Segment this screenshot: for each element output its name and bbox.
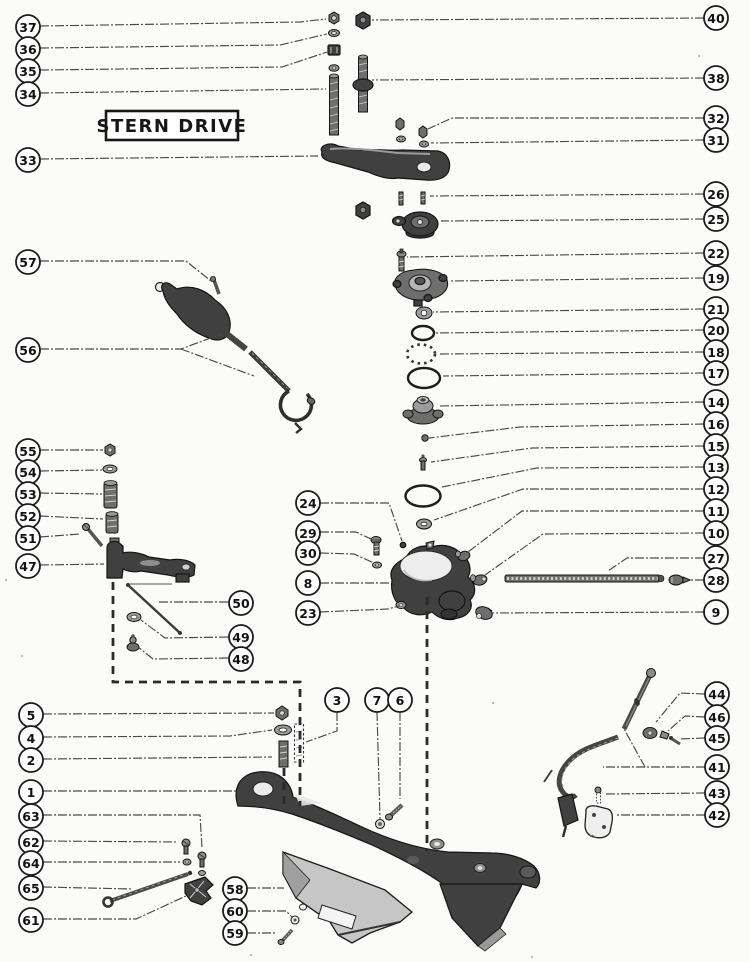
- callout-41: [705, 755, 729, 779]
- svg-text:30: 30: [299, 546, 317, 561]
- svg-text:56: 56: [19, 343, 37, 358]
- part-cover-plate-58: [283, 852, 412, 943]
- svg-text:36: 36: [19, 42, 37, 57]
- leader-line-34: [40, 89, 326, 93]
- part-cam-lever-25: [393, 212, 439, 238]
- part-oring-17: [408, 368, 440, 388]
- leader-line-41: [624, 729, 645, 767]
- part-washer-23: [396, 602, 406, 609]
- svg-text:1: 1: [26, 785, 36, 800]
- leader-line-27: [608, 558, 704, 571]
- callout-32: [704, 106, 728, 130]
- svg-text:4: 4: [26, 731, 36, 746]
- leader-line-5: [43, 713, 274, 714]
- part-link-rod-65: [104, 871, 193, 907]
- svg-text:18: 18: [707, 345, 725, 360]
- leader-line-32: [428, 118, 704, 129]
- svg-text:64: 64: [22, 856, 40, 871]
- svg-text:45: 45: [708, 731, 726, 746]
- svg-text:25: 25: [707, 212, 725, 227]
- part-bolt-29: [371, 537, 381, 556]
- part-washer-36: [329, 30, 340, 37]
- callout-22: [704, 241, 728, 265]
- callout-25: [704, 207, 728, 231]
- part-stud-3-ghost: [295, 724, 304, 762]
- svg-text:33: 33: [19, 153, 37, 168]
- svg-text:8: 8: [303, 576, 313, 591]
- svg-text:40: 40: [707, 11, 725, 26]
- leader-line-53: [40, 493, 102, 494]
- part-washer-64: [183, 859, 191, 865]
- part-washer-54: [103, 465, 117, 473]
- callout-60: [223, 899, 247, 923]
- leader-line-12: [434, 489, 704, 520]
- part-anchor-plate-42: [585, 806, 612, 838]
- part-screw-51: [83, 524, 103, 547]
- leader-line-16: [429, 424, 704, 438]
- part-nut-37: [329, 12, 339, 24]
- leader-line-65: [43, 887, 132, 889]
- callout-26: [704, 182, 728, 206]
- svg-text:17: 17: [707, 366, 725, 381]
- svg-text:11: 11: [707, 504, 725, 519]
- leader-line-23: [320, 606, 399, 612]
- callout-7: [365, 688, 389, 712]
- leader-line-60: [247, 911, 292, 917]
- callout-5: [19, 703, 43, 727]
- leader-line-25: [441, 219, 704, 221]
- callout-6: [388, 688, 412, 712]
- leader-line-37: [40, 19, 326, 26]
- svg-text:47: 47: [19, 559, 37, 574]
- svg-text:53: 53: [19, 487, 37, 502]
- page-title: STERN DRIVE: [96, 116, 248, 137]
- part-stud-34: [330, 74, 339, 135]
- svg-text:57: 57: [19, 255, 37, 270]
- svg-text:44: 44: [708, 687, 726, 702]
- svg-text:65: 65: [22, 881, 40, 896]
- callout-1: [19, 780, 43, 804]
- callout-49: [229, 625, 253, 649]
- leader-line-35: [40, 52, 327, 70]
- leader-line-52: [40, 516, 103, 519]
- callout-65: [19, 876, 43, 900]
- callout-44: [705, 682, 729, 706]
- svg-text:23: 23: [299, 606, 317, 621]
- leader-line-26: [430, 194, 704, 196]
- leader-line-17: [443, 373, 704, 376]
- svg-text:14: 14: [707, 395, 725, 410]
- callout-51: [16, 526, 40, 550]
- svg-text:48: 48: [232, 652, 250, 667]
- stern-drive-label: [97, 111, 248, 140]
- part-stud-38: [353, 55, 373, 112]
- svg-text:43: 43: [708, 786, 726, 801]
- part-anchor-bracket-47: [107, 538, 195, 582]
- part-washer-21: [416, 307, 432, 319]
- leader-line-49: [141, 620, 228, 638]
- svg-text:27: 27: [707, 551, 725, 566]
- callout-20: [704, 318, 728, 342]
- part-nut-center: [356, 202, 370, 219]
- part-screw-45: [669, 736, 680, 744]
- callout-13: [704, 455, 728, 479]
- part-pin-24: [400, 542, 406, 548]
- callout-9: [704, 600, 728, 624]
- callout-27: [704, 546, 728, 570]
- leader-line-18: [440, 352, 704, 354]
- leader-line-3: [306, 712, 337, 742]
- part-locknut-35: [328, 45, 340, 55]
- part-flange-plate-19: [393, 269, 448, 306]
- svg-text:38: 38: [707, 71, 725, 86]
- svg-text:35: 35: [19, 64, 37, 79]
- leader-line-29: [320, 532, 373, 540]
- svg-text:6: 6: [395, 693, 405, 708]
- leader-line-11: [468, 511, 704, 552]
- leader-line-21: [433, 309, 704, 312]
- svg-text:46: 46: [708, 710, 726, 725]
- svg-text:31: 31: [707, 133, 725, 148]
- leader-line-30: [320, 553, 374, 563]
- callout-19: [704, 266, 728, 290]
- callout-28: [704, 568, 728, 592]
- svg-text:10: 10: [707, 526, 725, 541]
- svg-text:24: 24: [299, 496, 317, 511]
- callout-57: [16, 250, 40, 274]
- leader-line-4: [43, 730, 272, 737]
- callout-56: [16, 338, 40, 362]
- callout-layer: [16, 6, 729, 945]
- part-pin-57: [210, 276, 219, 294]
- svg-text:49: 49: [232, 630, 250, 645]
- callout-31: [704, 128, 728, 152]
- leader-line-9: [491, 612, 704, 613]
- part-washer-12: [417, 519, 432, 529]
- svg-text:13: 13: [707, 460, 725, 475]
- svg-text:41: 41: [708, 760, 726, 775]
- callout-54: [16, 460, 40, 484]
- svg-text:22: 22: [707, 246, 725, 261]
- leader-line-62: [43, 841, 178, 842]
- part-screw-62: [182, 839, 190, 854]
- part-coupler-28: [669, 575, 690, 585]
- part-nut-44: [643, 728, 657, 739]
- callout-23: [296, 601, 320, 625]
- svg-text:63: 63: [22, 809, 40, 824]
- callout-37: [16, 15, 40, 39]
- leader-line-44: [656, 693, 705, 722]
- part-clamp-lever-33: [321, 144, 449, 180]
- leader-line-51: [40, 534, 80, 537]
- callout-34: [16, 82, 40, 106]
- leader-line-31: [431, 140, 704, 143]
- callout-4: [19, 726, 43, 750]
- callout-43: [705, 781, 729, 805]
- callout-45: [705, 726, 729, 750]
- svg-text:28: 28: [707, 573, 725, 588]
- part-retainer-ring-18: [407, 345, 435, 364]
- leader-line-10: [485, 533, 704, 575]
- svg-text:7: 7: [372, 693, 382, 708]
- parts-artwork: [5, 12, 700, 958]
- svg-text:34: 34: [19, 87, 37, 102]
- leader-line-15: [431, 446, 704, 462]
- callout-11: [704, 499, 728, 523]
- part-bushing-53: [104, 481, 117, 509]
- callout-38: [704, 66, 728, 90]
- part-pins-26: [399, 192, 425, 205]
- callout-17: [704, 361, 728, 385]
- svg-text:15: 15: [707, 439, 725, 454]
- svg-text:2: 2: [26, 753, 36, 768]
- part-nut-40: [356, 12, 370, 29]
- svg-text:29: 29: [299, 526, 317, 541]
- callout-16: [704, 412, 728, 436]
- svg-text:52: 52: [19, 509, 37, 524]
- part-washer-4: [275, 725, 292, 735]
- leader-line-57: [40, 261, 211, 281]
- svg-text:21: 21: [707, 302, 725, 317]
- svg-text:26: 26: [707, 187, 725, 202]
- leader-line-13: [442, 467, 704, 487]
- callout-59: [223, 921, 247, 945]
- part-stud-2: [279, 741, 288, 767]
- callout-33: [16, 148, 40, 172]
- part-screw-43: [595, 787, 601, 803]
- callout-42: [705, 803, 729, 827]
- callout-35: [16, 59, 40, 83]
- part-screw-15: [420, 454, 427, 470]
- svg-text:58: 58: [226, 882, 244, 897]
- part-link-rod-50: [126, 583, 182, 635]
- leader-line-43: [606, 793, 705, 794]
- callout-47: [16, 554, 40, 578]
- svg-text:32: 32: [707, 111, 725, 126]
- callout-12: [704, 477, 728, 501]
- svg-text:19: 19: [707, 271, 725, 286]
- leader-line-47: [40, 564, 104, 565]
- svg-text:37: 37: [19, 20, 37, 35]
- part-nuts-32: [396, 118, 427, 138]
- callout-64: [19, 851, 43, 875]
- svg-text:61: 61: [22, 913, 40, 928]
- part-nut-5: [276, 706, 288, 720]
- part-nut-55: [105, 444, 115, 456]
- svg-text:42: 42: [708, 808, 726, 823]
- svg-text:12: 12: [707, 482, 725, 497]
- svg-text:60: 60: [226, 904, 244, 919]
- callout-63: [19, 804, 43, 828]
- part-clamp-61: [185, 877, 213, 905]
- callout-48: [229, 647, 253, 671]
- part-bolt-6: [386, 805, 403, 820]
- leader-line-33: [40, 156, 318, 159]
- svg-text:5: 5: [26, 708, 36, 723]
- callout-2: [19, 748, 43, 772]
- part-oring-20: [412, 326, 434, 340]
- part-washer-49: [127, 613, 141, 622]
- leader-line-54: [40, 470, 102, 471]
- leader-line-24: [320, 503, 402, 541]
- callout-61: [19, 908, 43, 932]
- callout-52: [16, 504, 40, 528]
- svg-text:55: 55: [19, 444, 37, 459]
- part-oring-13: [406, 486, 441, 507]
- svg-text:20: 20: [707, 323, 725, 338]
- svg-text:54: 54: [19, 465, 37, 480]
- part-washer-30: [373, 562, 382, 568]
- part-washer-small-top: [329, 65, 339, 72]
- leader-line-20: [435, 330, 704, 333]
- callout-58: [223, 877, 247, 901]
- callout-14: [704, 390, 728, 414]
- svg-text:59: 59: [226, 926, 244, 941]
- part-bushing-52: [106, 512, 118, 533]
- leader-line-46: [668, 716, 705, 731]
- callout-10: [704, 521, 728, 545]
- leader-line-14: [438, 402, 704, 406]
- part-washer-60: [291, 916, 299, 924]
- svg-text:9: 9: [711, 605, 721, 620]
- callout-36: [16, 37, 40, 61]
- callout-3: [325, 688, 349, 712]
- leader-line-36: [40, 34, 327, 48]
- callout-53: [16, 482, 40, 506]
- svg-text:16: 16: [707, 417, 725, 432]
- part-mount-14: [403, 397, 443, 425]
- callout-40: [704, 6, 728, 30]
- part-washer-7: [376, 820, 385, 829]
- callout-24: [296, 491, 320, 515]
- part-bolt-48: [127, 634, 139, 651]
- part-shift-shaft-27: [505, 575, 664, 582]
- callout-8: [296, 571, 320, 595]
- part-ball-16: [422, 435, 428, 441]
- leader-line-56: [181, 349, 254, 376]
- leader-line-45: [679, 738, 705, 739]
- callout-30: [296, 541, 320, 565]
- svg-text:51: 51: [19, 531, 37, 546]
- svg-text:62: 62: [22, 835, 40, 850]
- leader-line-48: [138, 647, 228, 659]
- svg-text:50: 50: [232, 596, 250, 611]
- leader-line-22: [407, 253, 704, 257]
- leader-line-38: [372, 78, 704, 80]
- part-screw-59: [278, 930, 292, 945]
- leader-line-2: [43, 757, 272, 759]
- leader-line-63: [43, 815, 202, 848]
- callout-50: [229, 591, 253, 615]
- svg-text:3: 3: [332, 693, 342, 708]
- part-bolt-22: [397, 249, 406, 271]
- leader-line-40: [372, 18, 704, 20]
- leader-line-7: [377, 712, 380, 819]
- leader-line-19: [450, 278, 704, 281]
- part-cable-boot-56: [156, 283, 316, 434]
- part-clip-46: [660, 731, 669, 739]
- leader-line-56: [40, 334, 221, 349]
- part-screw-63: [198, 852, 206, 876]
